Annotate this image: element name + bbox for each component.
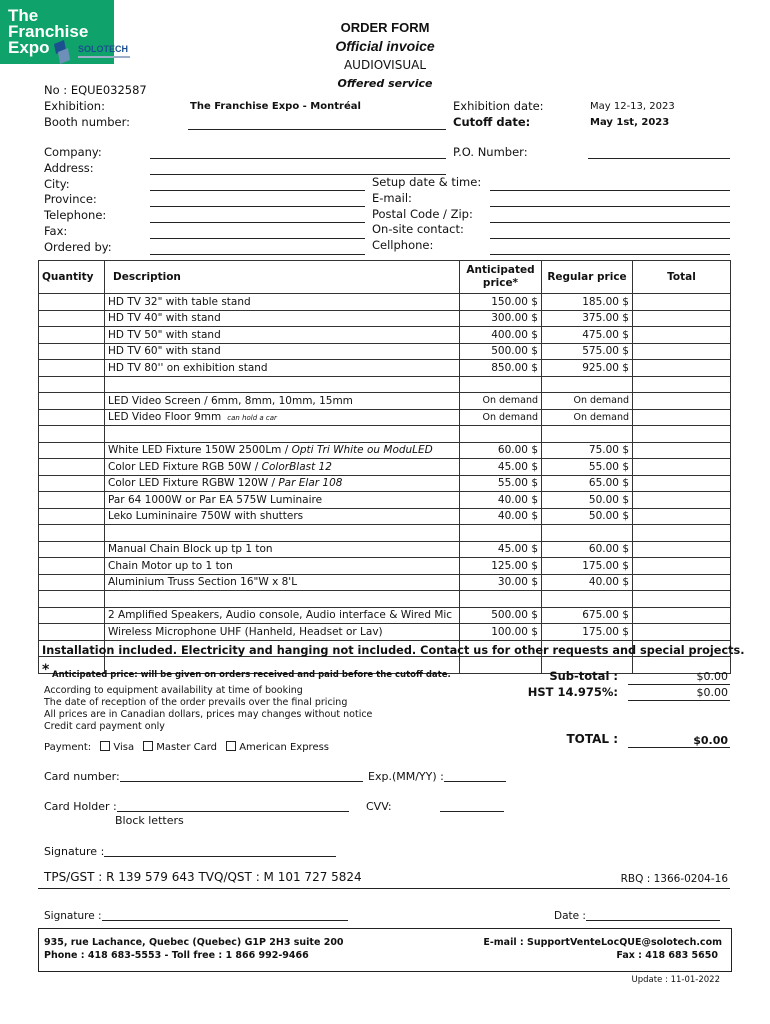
booth-input-line[interactable]	[188, 129, 446, 130]
description-cell	[105, 607, 460, 624]
quantity-cell[interactable]	[39, 459, 105, 476]
setup-label: Setup date & time:	[372, 175, 482, 189]
onsite-input-line[interactable]	[490, 238, 730, 239]
mastercard-checkbox[interactable]	[143, 741, 153, 751]
anticipated-price-cell: 40.00 $	[460, 492, 542, 509]
fax-label: Fax:	[44, 223, 68, 238]
table-row	[39, 442, 731, 459]
quantity-cell[interactable]	[39, 426, 105, 443]
booth-label: Booth number:	[44, 115, 130, 129]
description-text: Color LED Fixture RGB 50W /	[108, 460, 262, 473]
tax-numbers: TPS/GST : R 139 579 643 TVQ/QST : M 101 727 5824	[44, 870, 362, 884]
cellphone-input-line[interactable]	[490, 254, 730, 255]
condition-4: Credit card payment only	[44, 721, 165, 732]
description-cell	[105, 409, 460, 426]
description-text: HD TV 40" with stand	[108, 312, 221, 325]
description-text: Wireless Microphone UHF (Hanheld, Headset or Lav)	[108, 625, 383, 638]
exhibition-date-value: May 12-13, 2023	[590, 101, 675, 112]
quantity-cell[interactable]	[39, 492, 105, 509]
subtotal-line	[628, 684, 730, 685]
total-cell	[633, 508, 731, 525]
hst-line	[628, 700, 730, 701]
card-number-label: Card number:	[44, 770, 120, 783]
ordered-by-input-line[interactable]	[150, 254, 365, 255]
anticipated-price-note: Anticipated price: will be given on orders received and paid before the cutoff date.	[52, 670, 451, 680]
quantity-cell[interactable]	[39, 607, 105, 624]
po-input-line[interactable]	[588, 158, 730, 159]
footer-signature-label: Signature :	[44, 910, 102, 922]
order-number: No : EQUE032587	[44, 83, 147, 97]
description-cell	[105, 541, 460, 558]
quantity-cell[interactable]	[39, 294, 105, 311]
description-text: Chain Motor up to 1 ton	[108, 559, 233, 572]
solotech-logo-text: SOLOTECH	[78, 44, 129, 54]
contact-labels	[44, 145, 112, 256]
regular-price-cell: 475.00 $	[542, 327, 633, 344]
update-date: Update : 11-01-2022	[631, 975, 720, 985]
description-cell	[105, 294, 460, 311]
quantity-cell[interactable]	[39, 591, 105, 608]
anticipated-price-cell: 40.00 $	[460, 508, 542, 525]
total-cell	[633, 360, 731, 377]
hst-label: HST 14.975%:	[527, 685, 618, 699]
header-description: Description	[105, 261, 460, 294]
company-address: 935, rue Lachance, Quebec (Quebec) G1P 2H3 suite 200	[44, 937, 344, 948]
block-letters-label: Block letters	[115, 814, 184, 827]
total-cell	[633, 607, 731, 624]
page-subtitle: Official invoice	[335, 38, 435, 54]
regular-price-cell: On demand	[542, 409, 633, 426]
mastercard-label: Master Card	[156, 742, 218, 753]
rbq-number: RBQ : 1366-0204-16	[620, 873, 728, 885]
total-cell	[633, 442, 731, 459]
table-row	[39, 360, 731, 377]
company-fax: Fax : 418 683 5650	[616, 950, 718, 961]
logo-line-3: Expo	[8, 38, 50, 57]
hst-value: $0.00	[696, 686, 728, 699]
anticipated-price-cell: 400.00 $	[460, 327, 542, 344]
description-cell	[105, 393, 460, 410]
total-cell	[633, 574, 731, 591]
description-cell	[105, 591, 460, 608]
quantity-cell[interactable]	[39, 508, 105, 525]
description-text: Leko Lumininaire 750W with shutters	[108, 510, 304, 523]
description-cell	[105, 624, 460, 641]
cvv-label: CVV:	[366, 800, 392, 813]
description-text: Aluminium Truss Section 16"W x 8'L	[108, 576, 298, 589]
regular-price-cell: 375.00 $	[542, 310, 633, 327]
table-row	[39, 327, 731, 344]
table-row	[39, 393, 731, 410]
header-quantity: Quantity	[39, 261, 105, 294]
table-row	[39, 574, 731, 591]
address-label: Address:	[44, 160, 94, 175]
exp-label: Exp.(MM/YY) :	[368, 770, 444, 783]
total-value: $0.00	[693, 734, 728, 747]
product-model-text: Opti Tri White ou ModuLED	[291, 444, 433, 457]
table-row	[39, 294, 731, 311]
order-grid	[38, 260, 731, 674]
anticipated-price-cell: 100.00 $	[460, 624, 542, 641]
total-cell	[633, 376, 731, 393]
description-cell	[105, 525, 460, 542]
category-label: AUDIOVISUAL	[343, 58, 427, 72]
quantity-cell[interactable]	[39, 624, 105, 641]
table-row	[39, 525, 731, 542]
description-cell	[105, 475, 460, 492]
regular-price-cell	[542, 591, 633, 608]
regular-price-cell: 575.00 $	[542, 343, 633, 360]
regular-price-cell: 60.00 $	[542, 541, 633, 558]
page-title: ORDER FORM	[340, 20, 430, 35]
card-signature-input[interactable]	[104, 856, 336, 857]
description-cell	[105, 360, 460, 377]
anticipated-price-cell: 60.00 $	[460, 442, 542, 459]
quantity-cell[interactable]	[39, 327, 105, 344]
description-text: Manual Chain Block up tp 1 ton	[108, 543, 273, 556]
total-cell	[633, 327, 731, 344]
logo-line-2: Franchise	[8, 22, 89, 41]
payment-label: Payment:	[44, 742, 92, 753]
city-input-line[interactable]	[150, 190, 365, 191]
ordered-by-label: Ordered by:	[44, 239, 112, 254]
anticipated-price-cell	[460, 525, 542, 542]
description-text: HD TV 80'' on exhibition stand	[108, 361, 268, 374]
quantity-cell[interactable]	[39, 343, 105, 360]
contact-labels-right	[372, 175, 481, 254]
condition-1: According to equipment availability at time of booking	[44, 685, 303, 696]
anticipated-price-cell	[460, 376, 542, 393]
regular-price-cell: 185.00 $	[542, 294, 633, 311]
anticipated-price-cell: On demand	[460, 409, 542, 426]
quantity-cell[interactable]	[39, 360, 105, 377]
offered-service-label: Offered service	[337, 77, 433, 90]
footer-divider	[38, 888, 730, 889]
table-row	[39, 459, 731, 476]
description-cell	[105, 492, 460, 509]
total-cell	[633, 591, 731, 608]
postal-input-line[interactable]	[490, 222, 730, 223]
company-phone: Phone : 418 683-5553 - Toll free : 1 866 992-9466	[44, 950, 309, 961]
footer-signature-input[interactable]	[102, 920, 348, 921]
setup-input-line[interactable]	[490, 190, 730, 191]
table-row	[39, 310, 731, 327]
description-text: LED Video Floor 9mm	[108, 411, 222, 424]
description-text: HD TV 60" with stand	[108, 345, 221, 358]
logo-line-1: The	[8, 6, 39, 25]
product-model-text: Par Elar 108	[278, 477, 343, 490]
table-row	[39, 508, 731, 525]
quantity-cell[interactable]	[39, 574, 105, 591]
description-cell	[105, 327, 460, 344]
regular-price-cell: 925.00 $	[542, 360, 633, 377]
description-cell	[105, 343, 460, 360]
asterisk: *	[42, 662, 50, 678]
table-row	[39, 475, 731, 492]
province-label: Province:	[44, 192, 97, 207]
payment-row	[44, 741, 329, 753]
description-text: HD TV 50" with stand	[108, 328, 221, 341]
quantity-cell[interactable]	[39, 541, 105, 558]
cvv-input[interactable]	[440, 811, 504, 812]
total-cell	[633, 294, 731, 311]
order-table	[38, 260, 730, 656]
card-holder-input[interactable]	[117, 811, 349, 812]
description-text: Color LED Fixture RGBW 120W /	[108, 477, 279, 490]
company-label: Company:	[44, 145, 102, 159]
total-cell	[633, 393, 731, 410]
table-row	[39, 558, 731, 575]
anticipated-price-cell: 500.00 $	[460, 607, 542, 624]
total-cell	[633, 426, 731, 443]
total-cell	[633, 541, 731, 558]
regular-price-cell: 50.00 $	[542, 508, 633, 525]
telephone-input-line[interactable]	[150, 222, 365, 223]
description-cell	[105, 376, 460, 393]
email-label: E-mail:	[372, 190, 412, 205]
quantity-cell[interactable]	[39, 376, 105, 393]
regular-price-cell: 55.00 $	[542, 459, 633, 476]
description-cell	[105, 508, 460, 525]
regular-price-cell	[542, 426, 633, 443]
table-row	[39, 492, 731, 509]
anticipated-price-cell: 45.00 $	[460, 459, 542, 476]
anticipated-price-cell: 45.00 $	[460, 541, 542, 558]
total-cell	[633, 459, 731, 476]
anticipated-price-cell: 150.00 $	[460, 294, 542, 311]
table-row	[39, 426, 731, 443]
total-cell	[633, 624, 731, 641]
description-cell	[105, 426, 460, 443]
table-row	[39, 624, 731, 641]
anticipated-price-cell: 500.00 $	[460, 343, 542, 360]
subtotal-value: $0.00	[696, 670, 728, 683]
condition-2: The date of reception of the order prevails over the final pricing	[44, 697, 348, 708]
table-row	[39, 591, 731, 608]
province-input-line[interactable]	[150, 206, 365, 207]
anticipated-price-cell: 125.00 $	[460, 558, 542, 575]
anticipated-price-cell: On demand	[460, 393, 542, 410]
amex-checkbox[interactable]	[226, 741, 236, 751]
table-row	[39, 541, 731, 558]
onsite-label: On-site contact:	[372, 222, 464, 237]
header-anticipated: Anticipated price*	[460, 261, 542, 294]
anticipated-price-cell	[460, 426, 542, 443]
exhibition-label: Exhibition:	[44, 99, 105, 113]
total-cell	[633, 475, 731, 492]
regular-price-cell: 675.00 $	[542, 607, 633, 624]
visa-checkbox[interactable]	[100, 741, 110, 751]
table-row	[39, 376, 731, 393]
quantity-cell[interactable]	[39, 409, 105, 426]
description-text: White LED Fixture 150W 2500Lm /	[108, 444, 292, 457]
regular-price-cell: On demand	[542, 393, 633, 410]
total-label: TOTAL :	[566, 732, 618, 746]
po-label: P.O. Number:	[453, 145, 528, 159]
total-cell	[633, 492, 731, 509]
table-row	[39, 409, 731, 426]
total-cell	[633, 525, 731, 542]
quantity-cell[interactable]	[39, 525, 105, 542]
email-input-line[interactable]	[490, 206, 730, 207]
exp-input[interactable]	[444, 781, 506, 782]
quantity-cell[interactable]	[39, 393, 105, 410]
description-cell	[105, 574, 460, 591]
description-text: HD TV 32" with table stand	[108, 295, 251, 308]
anticipated-price-cell	[460, 591, 542, 608]
quantity-cell[interactable]	[39, 558, 105, 575]
table-row	[39, 607, 731, 624]
amex-label: American Express	[239, 742, 330, 753]
description-cell	[105, 459, 460, 476]
telephone-label: Telephone:	[44, 208, 107, 223]
visa-label: Visa	[113, 742, 135, 753]
installation-note: Installation included. Electricity and hanging not included. Contact us for other requests and special projects.	[42, 644, 745, 657]
condition-3: All prices are in Canadian dollars, prices may changes without notice	[44, 709, 373, 720]
total-cell	[633, 310, 731, 327]
cutoff-value: May 1st, 2023	[590, 117, 670, 128]
product-model-text: ColorBlast 12	[261, 460, 332, 473]
regular-price-cell	[542, 525, 633, 542]
anticipated-price-cell: 300.00 $	[460, 310, 542, 327]
regular-price-cell	[542, 376, 633, 393]
city-label: City:	[44, 176, 70, 191]
regular-price-cell: 75.00 $	[542, 442, 633, 459]
date-input[interactable]	[586, 920, 720, 921]
table-row	[39, 343, 731, 360]
table-header-row	[39, 261, 731, 294]
anticipated-price-cell: 850.00 $	[460, 360, 542, 377]
fax-input-line[interactable]	[150, 238, 365, 239]
card-signature-label: Signature :	[44, 845, 105, 858]
total-cell	[633, 409, 731, 426]
description-text: 2 Amplified Speakers, Audio console, Audio interface & Wired Mic	[108, 609, 453, 622]
regular-price-cell: 175.00 $	[542, 624, 633, 641]
description-text: LED Video Screen / 6mm, 8mm, 10mm, 15mm	[108, 394, 353, 407]
cutoff-label: Cutoff date:	[453, 115, 531, 129]
regular-price-cell: 175.00 $	[542, 558, 633, 575]
company-input-line[interactable]	[150, 158, 446, 159]
date-label: Date :	[554, 910, 586, 922]
header-regular: Regular price	[542, 261, 633, 294]
description-note: can hold a car	[227, 414, 277, 423]
header-total: Total	[633, 261, 731, 294]
regular-price-cell: 65.00 $	[542, 475, 633, 492]
card-number-input[interactable]	[120, 781, 363, 782]
subtotal-label: Sub-total :	[549, 669, 618, 683]
regular-price-cell: 40.00 $	[542, 574, 633, 591]
postal-label: Postal Code / Zip:	[372, 206, 473, 221]
anticipated-price-cell: 30.00 $	[460, 574, 542, 591]
total-line	[628, 747, 730, 748]
regular-price-cell: 50.00 $	[542, 492, 633, 509]
quantity-cell[interactable]	[39, 442, 105, 459]
cellphone-label: Cellphone:	[372, 238, 434, 253]
card-holder-label: Card Holder :	[44, 800, 117, 813]
conditions-list	[44, 685, 372, 733]
description-text: Par 64 1000W or Par EA 575W Luminaire	[108, 493, 323, 506]
description-cell	[105, 310, 460, 327]
quantity-cell[interactable]	[39, 310, 105, 327]
company-email: E-mail : SupportVenteLocQUE@solotech.com	[483, 937, 722, 948]
exhibition-value: The Franchise Expo - Montréal	[190, 101, 361, 112]
anticipated-price-cell: 55.00 $	[460, 475, 542, 492]
quantity-cell[interactable]	[39, 475, 105, 492]
description-cell	[105, 558, 460, 575]
total-cell	[633, 558, 731, 575]
exhibition-date-label: Exhibition date:	[453, 99, 544, 113]
description-cell	[105, 442, 460, 459]
total-cell	[633, 343, 731, 360]
